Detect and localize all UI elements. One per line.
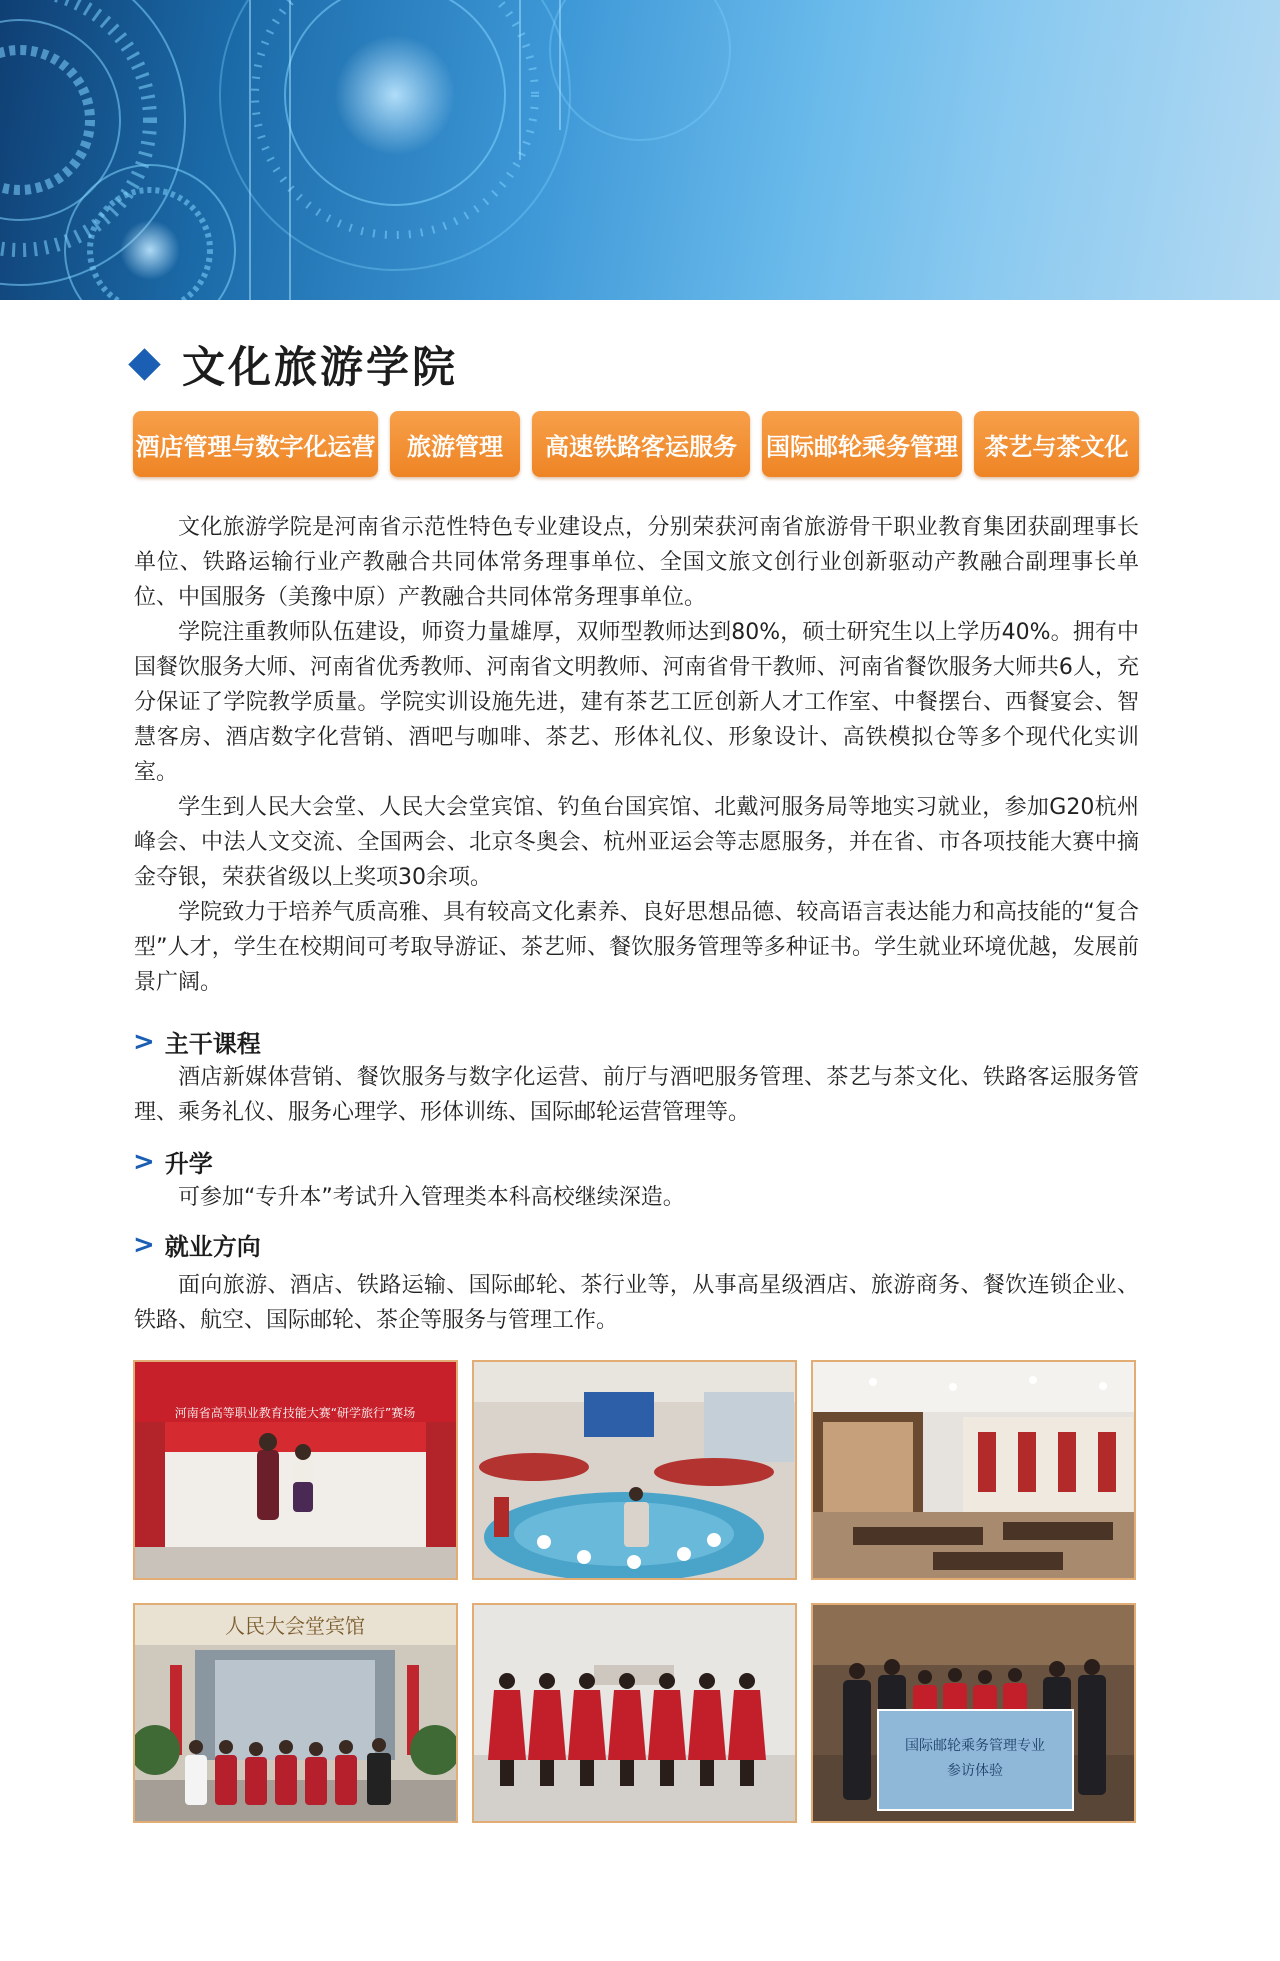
photo-cruise-visit <box>811 1603 1136 1823</box>
section-body: 可参加“专升本”考试升入管理类本科高校继续深造。 <box>178 1185 685 1210</box>
photo-banquet <box>472 1360 797 1580</box>
courses-text <box>134 1060 1139 1130</box>
chevron-right-icon: > <box>133 1229 155 1260</box>
diamond-icon <box>128 348 161 381</box>
competition-banner-text: 河南省高等职业教育技能大赛“研学旅行”赛场 <box>174 1406 416 1420</box>
section-title-text: 就业方向 <box>164 1233 261 1261</box>
major-tag-railway: 高速铁路客运服务 <box>532 411 750 477</box>
photo-tea-room <box>811 1360 1136 1580</box>
further-study-text <box>134 1180 1139 1215</box>
intro-paragraph: 学院注重教师队伍建设，师资力量雄厚，双师型教师达到80%，硕士研究生以上学历40%。拥有中国餐饮服务大师、河南省优秀教师、河南省文明教师、河南省骨干教师、河南省餐饮服务大师共6人，充分保证了学院教学质量。学院实训设施先进，建有茶艺工匠创新人才工作室、中餐摆台、西餐宴会、智慧客房、酒店数字化营销、酒吧与咖啡、茶艺、形体礼仪、形象设计、高铁模拟仓等多个现代化实训室。 <box>134 620 1139 785</box>
intro-text <box>134 510 1139 1000</box>
intro-paragraph: 学生到人民大会堂、人民大会堂宾馆、钓鱼台国宾馆、北戴河服务局等地实习就业，参加G20杭州峰会、中法人文交流、全国两会、北京冬奥会、杭州亚运会等志愿服务，并在省、市各项技能大赛中摘金夺银，荣获省级以上奖项30余项。 <box>134 795 1139 890</box>
intro-paragraph: 学院致力于培养气质高雅、具有较高文化素养、良好思想品德、较高语言表达能力和高技能的“复合型”人才，学生在校期间可考取导游证、茶艺师、餐饮服务管理等多种证书。学生就业环境优越，发展前景广阔。 <box>134 900 1139 995</box>
photo-competition <box>133 1360 458 1580</box>
cruise-banner-text: 国际邮轮乘务管理专业 <box>905 1738 1045 1754</box>
photo-attendants <box>472 1603 797 1823</box>
section-title-text: 主干课程 <box>164 1030 261 1058</box>
major-tag-tourism: 旅游管理 <box>390 411 520 477</box>
section-heading <box>133 334 458 395</box>
section-title-further-study <box>133 1144 213 1179</box>
section-title-text: 升学 <box>164 1150 213 1178</box>
major-tag-hotel: 酒店管理与数字化运营 <box>133 411 378 477</box>
section-body: 酒店新媒体营销、餐饮服务与数字化运营、前厅与酒吧服务管理、茶艺与茶文化、铁路客运服务管理、乘务礼仪、服务心理学、形体训练、国际邮轮运营管理等。 <box>134 1065 1139 1125</box>
section-title-career <box>133 1227 261 1262</box>
section-body: 面向旅游、酒店、铁路运输、国际邮轮、茶行业等，从事高星级酒店、旅游商务、餐饮连锁企业、铁路、航空、国际邮轮、茶企等服务与管理工作。 <box>134 1273 1139 1333</box>
hotel-sign-text: 人民大会堂宾馆 <box>225 1614 365 1638</box>
section-title-courses <box>133 1024 261 1059</box>
major-tag-tea: 茶艺与茶文化 <box>974 411 1139 477</box>
header-banner <box>0 0 1280 300</box>
page-title: 文化旅游学院 <box>182 343 458 393</box>
photo-hotel-entrance <box>133 1603 458 1823</box>
intro-paragraph: 文化旅游学院是河南省示范性特色专业建设点，分别荣获河南省旅游骨干职业教育集团获副理事长单位、铁路运输行业产教融合共同体常务理事单位、全国文旅文创行业创新驱动产教融合副理事长单位、中国服务（美豫中原）产教融合共同体常务理事单位。 <box>134 515 1139 610</box>
major-tag-cruise: 国际邮轮乘务管理 <box>762 411 962 477</box>
tech-circle-decoration <box>0 0 1280 300</box>
chevron-right-icon: > <box>133 1026 155 1057</box>
chevron-right-icon: > <box>133 1146 155 1177</box>
cruise-banner-text-2: 参访体验 <box>947 1763 1003 1779</box>
career-text <box>134 1268 1139 1338</box>
